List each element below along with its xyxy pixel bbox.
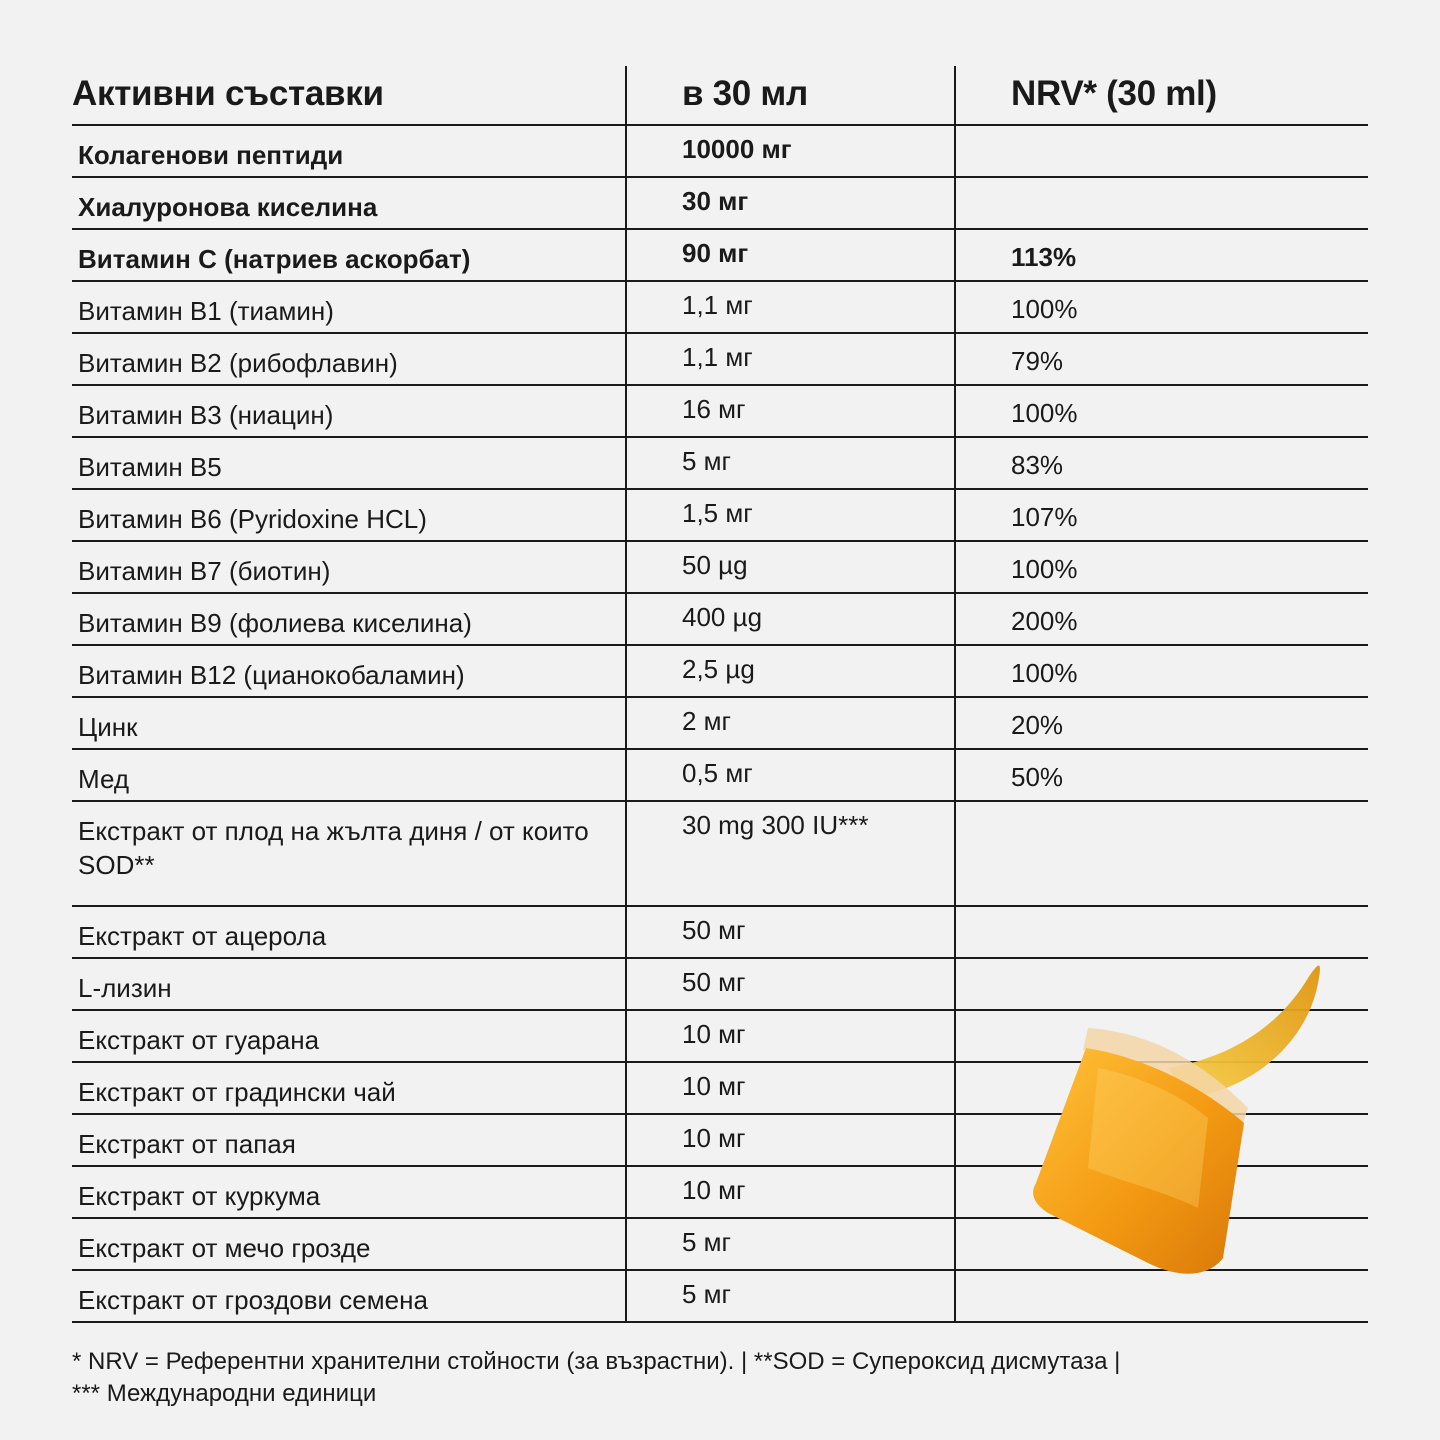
ingredient-amount: 50 мг [682, 967, 746, 997]
ingredient-amount: 10 мг [682, 1019, 746, 1049]
ingredient-name: Екстракт от ацерола [78, 921, 327, 951]
table-row [72, 542, 1368, 594]
ingredient-nrv: 100% [1011, 398, 1078, 428]
ingredient-amount: 10 мг [682, 1175, 746, 1205]
table-row [72, 386, 1368, 438]
table-row [72, 802, 1368, 907]
ingredient-amount: 5 мг [682, 446, 732, 476]
ingredient-name: Цинк [78, 712, 138, 742]
ingredient-nrv: 79% [1011, 346, 1064, 376]
table-row [72, 750, 1368, 802]
ingredient-amount: 30 mg 300 IU*** [682, 810, 869, 840]
table-row [72, 126, 1368, 178]
ingredient-name: Екстракт от куркума [78, 1181, 321, 1211]
ingredient-amount: 1,1 мг [682, 290, 753, 320]
table-row [72, 438, 1368, 490]
ingredient-name: Екстракт от плод на жълта диня / от които SOD** [78, 816, 589, 880]
ingredient-amount: 10000 мг [682, 134, 792, 164]
ingredient-amount: 90 мг [682, 238, 749, 268]
ingredient-nrv: 100% [1011, 658, 1078, 688]
ingredient-nrv: 83% [1011, 450, 1064, 480]
ingredient-amount: 2,5 µg [682, 654, 755, 684]
footnote-line-2: *** Международни единици [72, 1380, 377, 1407]
table-header [72, 66, 1368, 126]
ingredient-nrv: 20% [1011, 710, 1064, 740]
ingredient-name: Витамин C (натриев аскорбат) [78, 244, 471, 274]
table-row [72, 594, 1368, 646]
ingredient-amount: 16 мг [682, 394, 746, 424]
ingredient-amount: 5 мг [682, 1279, 732, 1309]
ingredient-nrv: 100% [1011, 554, 1078, 584]
ingredient-name: Колагенови пептиди [78, 140, 344, 170]
ingredient-amount: 50 µg [682, 550, 748, 580]
ingredient-name: Витамин B2 (рибофлавин) [78, 348, 398, 378]
ingredient-name: Екстракт от мечо грозде [78, 1233, 371, 1263]
ingredient-amount: 10 мг [682, 1071, 746, 1101]
table-row [72, 698, 1368, 750]
ingredient-name: Екстракт от папая [78, 1129, 296, 1159]
ingredient-amount: 50 мг [682, 915, 746, 945]
ingredient-amount: 2 мг [682, 706, 732, 736]
ingredient-nrv: 107% [1011, 502, 1078, 532]
ingredient-nrv: 200% [1011, 606, 1078, 636]
ingredient-name: Витамин B1 (тиамин) [78, 296, 334, 326]
ingredient-amount: 30 мг [682, 186, 749, 216]
ingredient-name: Витамин B3 (ниацин) [78, 400, 334, 430]
ingredient-name: Витамин B6 (Pyridoxine HCL) [78, 504, 427, 534]
header-nrv: NRV* (30 ml) [1011, 74, 1217, 113]
ingredient-name: Мед [78, 764, 130, 794]
ingredient-amount: 400 µg [682, 602, 763, 632]
header-amount: в 30 мл [682, 74, 808, 113]
ingredient-name: Екстракт от гуарана [78, 1025, 320, 1055]
ingredient-amount: 10 мг [682, 1123, 746, 1153]
ingredient-nrv: 113% [1011, 242, 1077, 272]
ingredient-nrv: 100% [1011, 294, 1078, 324]
table-row [72, 646, 1368, 698]
ingredient-amount: 1,5 мг [682, 498, 753, 528]
ingredient-name: Витамин B9 (фолиева киселина) [78, 608, 472, 638]
ingredient-name: Екстракт от градински чай [78, 1077, 396, 1107]
ingredient-name: Витамин B7 (биотин) [78, 556, 331, 586]
ingredient-nrv: 50% [1011, 762, 1064, 792]
ingredient-amount: 0,5 мг [682, 758, 753, 788]
table-row [72, 230, 1368, 282]
ingredient-amount: 5 мг [682, 1227, 732, 1257]
table-row [72, 178, 1368, 230]
table-row [72, 334, 1368, 386]
ingredient-name: L-лизин [78, 973, 172, 1003]
ingredient-amount: 1,1 мг [682, 342, 753, 372]
table-row [72, 282, 1368, 334]
ingredient-name: Витамин B12 (цианокобаламин) [78, 660, 465, 690]
footnote-line-1: * NRV = Референтни хранителни стойности (за възрастни). | **SOD = Супероксид дисмутаза | [72, 1348, 1121, 1375]
header-ingredients: Активни съставки [72, 74, 384, 113]
ingredient-name: Витамин B5 [78, 452, 222, 482]
ingredient-name: Екстракт от гроздови семена [78, 1285, 428, 1315]
footnote [72, 1346, 1120, 1410]
table-row [72, 490, 1368, 542]
table-row [72, 907, 1368, 959]
liquid-shot-cup-illustration [1018, 958, 1338, 1288]
ingredient-name: Хиалуронова киселина [78, 192, 378, 222]
